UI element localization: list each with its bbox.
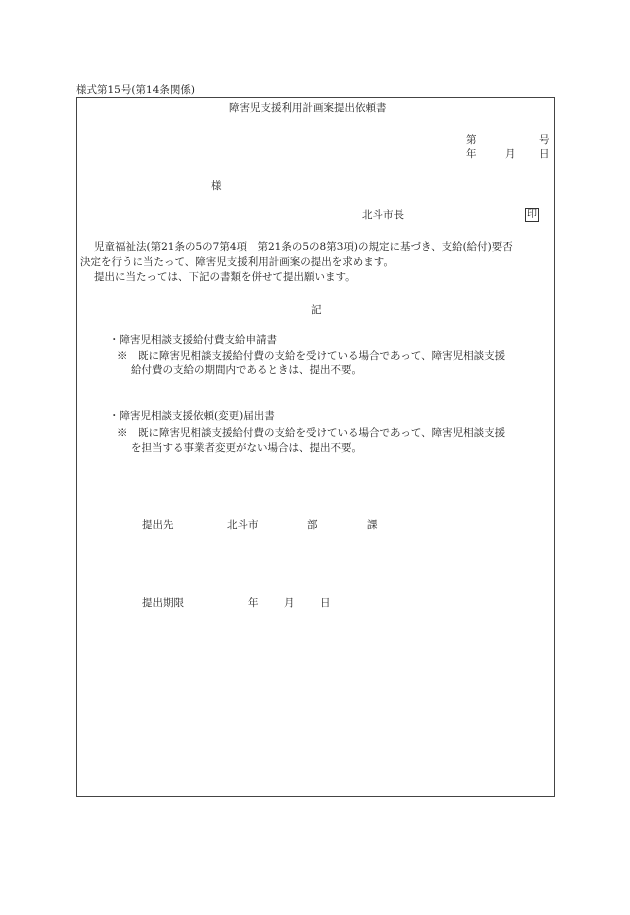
item-2-note-line-1: ※ 既に障害児相談支援給付費の支給を受けている場合であって、障害児相談支援 [117,427,506,439]
deadline-label: 提出期限 [142,597,184,609]
form-number: 様式第15号(第14条関係) [76,84,195,96]
addressee-suffix: 様 [211,180,222,192]
seal-mark: 印 [527,209,537,220]
submission-city: 北斗市 [227,519,259,531]
item-2-title: ・障害児相談支援依頼(変更)届出書 [109,410,275,422]
submission-label: 提出先 [142,519,174,531]
submission-section: 課 [367,519,378,531]
deadline-day: 日 [320,597,331,609]
body-line-3: 提出に当たっては、下記の書類を併せて提出願います。 [94,271,356,283]
deadline-month: 月 [284,597,295,609]
document-title: 障害児支援利用計画案提出依頼書 [229,102,387,114]
item-2-note-line-2: を担当する事業者変更がない場合は、提出不要。 [131,442,362,454]
date-year: 年 [466,148,477,160]
item-1-note-line-2: 給付費の支給の期間内であるときは、提出不要。 [131,364,362,376]
number-go: 号 [539,134,550,146]
deadline-year: 年 [248,597,259,609]
submission-department: 部 [307,519,318,531]
issuer-name: 北斗市長 [362,209,404,221]
date-day: 日 [539,148,550,160]
body-line-1: 児童福祉法(第21条の5の7第4項 第21条の5の8第3項)の規定に基づき、支給(給付)要否 [94,241,513,253]
number-dai: 第 [466,134,477,146]
ki-heading: 記 [311,304,322,316]
item-1-note-line-1: ※ 既に障害児相談支援給付費の支給を受けている場合であって、障害児相談支援 [117,350,506,362]
body-line-2: 決定を行うに当たって、障害児支援利用計画案の提出を求めます。 [80,256,394,268]
item-1-title: ・障害児相談支援給付費支給申請書 [109,334,277,346]
date-month: 月 [505,148,516,160]
